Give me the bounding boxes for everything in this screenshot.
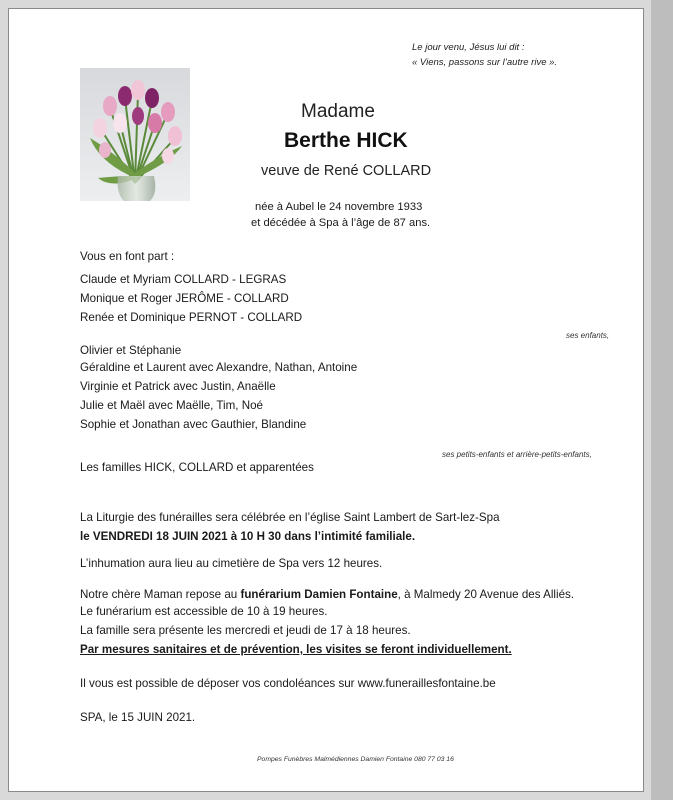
- child-item: Claude et Myriam COLLARD - LEGRAS: [80, 273, 287, 286]
- grandchild-item: Julie et Maël avec Maëlle, Tim, Noé: [80, 399, 263, 412]
- grandchild-item: Virginie et Patrick avec Justin, Anaëlle: [80, 380, 276, 393]
- intro-text: Vous en font part :: [80, 250, 175, 263]
- child-item: Renée et Dominique PERNOT - COLLARD: [80, 311, 303, 324]
- funeral-home-hours: Le funérarium est accessible de 10 à 19 heures.: [80, 605, 328, 618]
- funeral-home-name: funérarium Damien Fontaine: [240, 588, 398, 601]
- tulips-bouquet-photo: [80, 68, 190, 201]
- title-madame: Madame: [301, 101, 375, 122]
- viewer-scrollbar[interactable]: [651, 0, 673, 800]
- families-text: Les familles HICK, COLLARD et apparentées: [80, 461, 314, 474]
- widow-of: veuve de René COLLARD: [261, 163, 432, 179]
- burial-info: L’inhumation aura lieu au cimetière de Spa vers 12 heures.: [80, 557, 383, 570]
- obituary-page: [8, 8, 644, 792]
- sanitary-notice: Par mesures sanitaires et de prévention, les visites se feront individuellement.: [80, 643, 512, 656]
- place-date: SPA, le 15 JUIN 2021.: [80, 711, 196, 724]
- grandchild-item: Géraldine et Laurent avec Alexandre, Nathan, Antoine: [80, 361, 358, 374]
- rest-prefix: Notre chère Maman repose au: [80, 588, 241, 601]
- epigraph-line-2: « Viens, passons sur l’autre rive ».: [412, 57, 558, 68]
- liturgy-line-1: La Liturgie des funérailles sera célébrée en l’église Saint Lambert de Sart-lez-Spa: [80, 511, 500, 524]
- family-presence: La famille sera présente les mercredi et jeudi de 17 à 18 heures.: [80, 624, 411, 637]
- birth-info: née à Aubel le 24 novembre 1933: [255, 201, 423, 213]
- rest-suffix: , à Malmedy 20 Avenue des Alliés.: [397, 588, 575, 601]
- rest-place-line: [80, 588, 574, 601]
- deceased-name: Berthe HICK: [284, 129, 408, 152]
- tulips-icon: [80, 68, 190, 201]
- child-item: Monique et Roger JERÔME - COLLARD: [80, 292, 289, 305]
- grandchild-item: Olivier et Stéphanie: [80, 344, 182, 357]
- liturgy-date: le VENDREDI 18 JUIN 2021 à 10 H 30 dans l’intimité familiale.: [80, 530, 416, 543]
- children-label: ses enfants,: [566, 331, 610, 340]
- footer-funeral-company: Pompes Funèbres Malmédiennes Damien Fontaine 080 77 03 16: [257, 756, 454, 763]
- grandchild-item: Sophie et Jonathan avec Gauthier, Blandine: [80, 418, 307, 431]
- condolences-text: Il vous est possible de déposer vos condoléances sur www.funeraillesfontaine.be: [80, 677, 496, 690]
- grandchildren-label: ses petits-enfants et arrière-petits-enfants,: [442, 450, 592, 459]
- epigraph-line-1: Le jour venu, Jésus lui dit :: [412, 42, 525, 53]
- death-info: et décédée à Spa à l’âge de 87 ans.: [251, 217, 431, 229]
